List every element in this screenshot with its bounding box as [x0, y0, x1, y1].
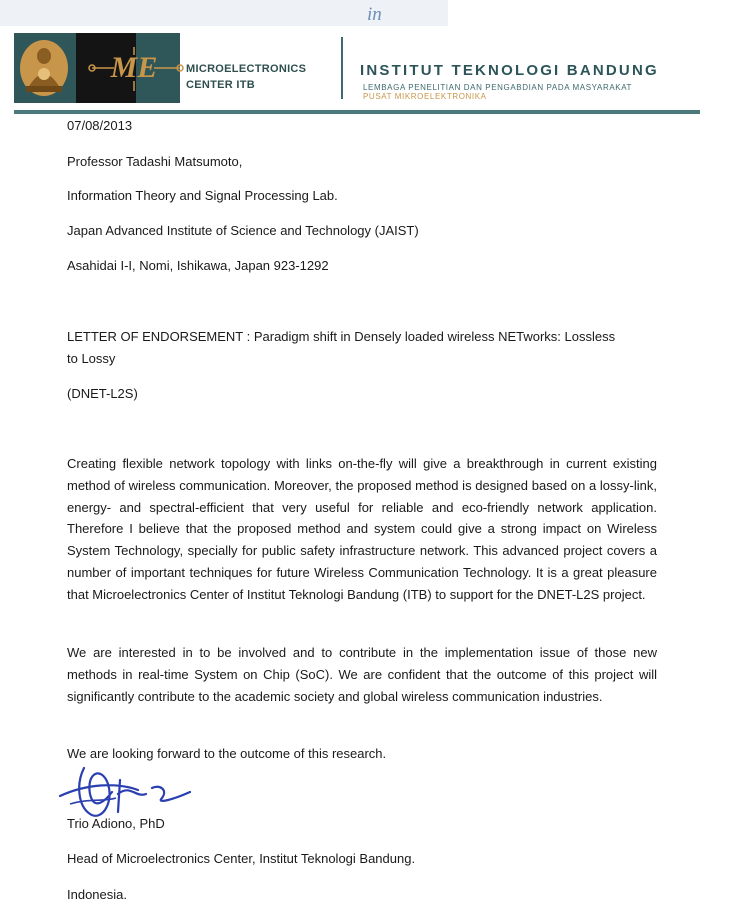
- closing-line: We are looking forward to the outcome of this research.: [67, 746, 387, 761]
- institute-subtitle: LEMBAGA PENELITIAN DAN PENGABDIAN PADA MASYARAKAT: [363, 83, 633, 92]
- mc-name-line1: MICROELECTRONICS: [186, 63, 307, 75]
- recipient-lab: Information Theory and Signal Processing Lab.: [67, 188, 338, 203]
- body-paragraph-1: Creating flexible network topology with links on-the-fly will give a breakthrough in current existing method of wireless communication. Moreover, the proposed method is designed based on a lossy-link, energy- and spectral-efficient that very useful for reliable and eco-friendly network application. Therefore I believe that the proposed method and system could give a strong impact on Wireless System Technology, specially for public safety infrastructure network. This advanced project covers a number of important techniques for future Wireless Communication Technology. It is a great pleasure that Microelectronics Center of Institut Teknologi Bandung (ITB) to support for the DNET-L2S project.: [67, 456, 657, 602]
- me-logo-letters: ME: [110, 51, 158, 84]
- recipient-address: Asahidai I-I, Nomi, Ishikawa, Japan 923-1292: [67, 258, 329, 273]
- header-rule: [14, 110, 700, 114]
- recipient-institute: Japan Advanced Institute of Science and Technology (JAIST): [67, 223, 419, 238]
- header-divider: [341, 37, 343, 99]
- top-watermark: in: [367, 4, 382, 25]
- signer-position: Head of Microelectronics Center, Institut Teknologi Bandung.: [67, 851, 416, 866]
- institute-unit: PUSAT MIKROELEKTRONIKA: [363, 92, 487, 101]
- subject-line-2: to Lossy: [67, 351, 116, 366]
- mc-name-line2: CENTER ITB: [186, 79, 255, 91]
- project-acronym: (DNET-L2S): [67, 386, 138, 401]
- letter-date: 07/08/2013: [67, 118, 133, 133]
- body-paragraph-2: We are interested in to be involved and to contribute in the implementation issue of those new methods in real-time System on Chip (SoC). We are confident that the outcome of this project will significantly contribute to the academic society and global wireless communication industries.: [67, 645, 657, 704]
- signer-country: Indonesia.: [67, 887, 127, 902]
- me-logo-icon: [84, 41, 184, 95]
- signer-name: Trio Adiono, PhD: [67, 816, 165, 831]
- recipient-name: Professor Tadashi Matsumoto,: [67, 154, 243, 169]
- itb-seal-icon: [18, 38, 70, 98]
- subject-line-1: LETTER OF ENDORSEMENT : Paradigm shift in Densely loaded wireless NETworks: Lossless: [67, 329, 616, 344]
- letterhead: [14, 33, 704, 119]
- institute-name: INSTITUT TEKNOLOGI BANDUNG: [360, 62, 659, 79]
